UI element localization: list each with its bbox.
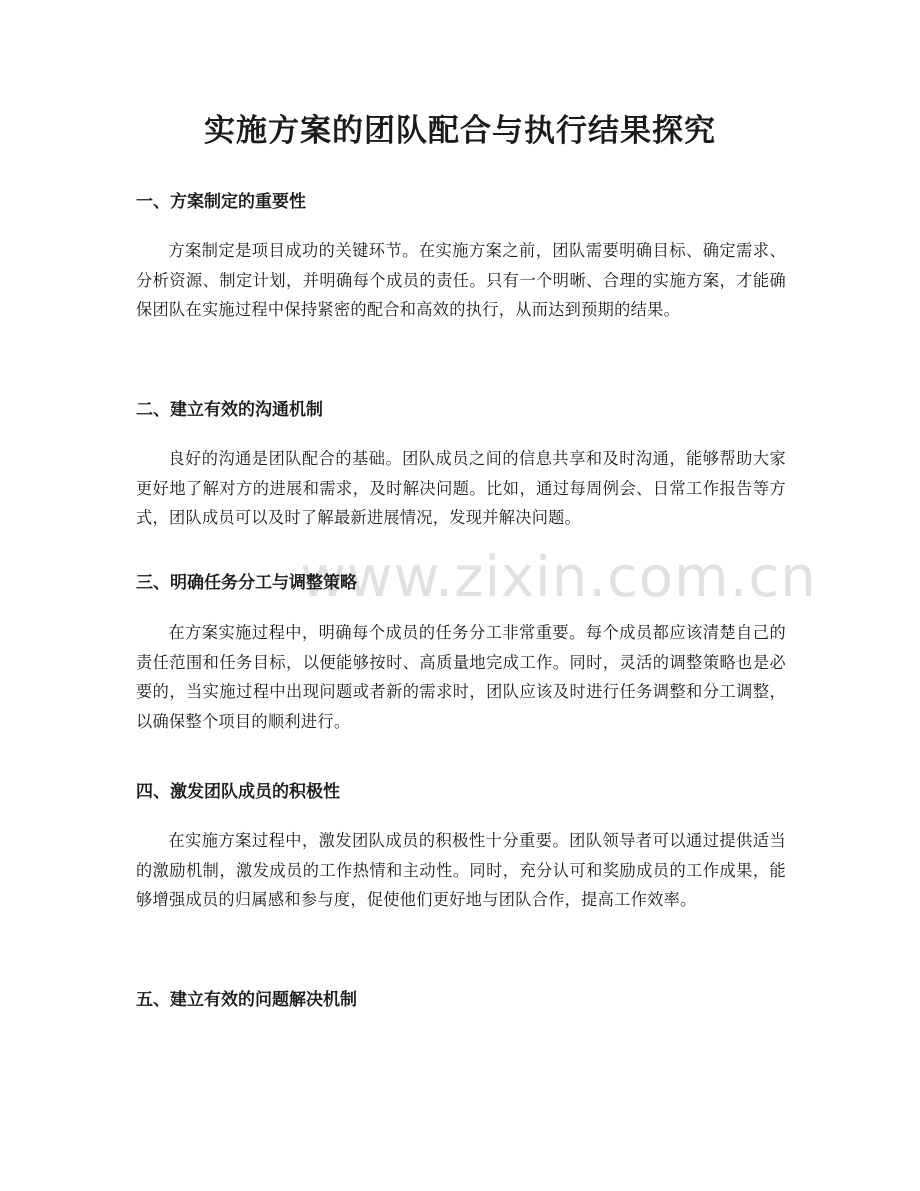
section-heading-2: 二、建立有效的沟通机制 bbox=[136, 400, 323, 420]
section-heading-5: 五、建立有效的问题解决机制 bbox=[136, 990, 357, 1010]
document-title: 实施方案的团队配合与执行结果探究 bbox=[204, 113, 716, 149]
section-paragraph-4: 在实施方案过程中，激发团队成员的积极性十分重要。团队领导者可以通过提供适当的激励机制，激发成员的工作热情和主动性。同时，充分认可和奖励成员的工作成果，能够增强成员的归属感和参与度，促使他们更好地与团队合作，提高工作效率。 bbox=[136, 831, 786, 909]
section-paragraph-3: 在方案实施过程中，明确每个成员的任务分工非常重要。每个成员都应该清楚自己的责任范围和任务目标，以便能够按时、高质量地完成工作。同时，灵活的调整策略也是必要的，当实施过程中出现问题或者新的需求时，团队应该及时进行任务调整和分工调整，以确保整个项目的顺利进行。 bbox=[136, 623, 786, 731]
section-heading-4: 四、激发团队成员的积极性 bbox=[136, 782, 340, 802]
section-paragraph-2: 良好的沟通是团队配合的基础。团队成员之间的信息共享和及时沟通，能够帮助大家更好地了解对方的进展和需求，及时解决问题。比如，通过每周例会、日常工作报告等方式，团队成员可以及时了解最新进展情况，发现并解决问题。 bbox=[136, 449, 786, 527]
section-heading-3: 三、明确任务分工与调整策略 bbox=[136, 573, 357, 593]
section-paragraph-1: 方案制定是项目成功的关键环节。在实施方案之前，团队需要明确目标、确定需求、分析资源、制定计划，并明确每个成员的责任。只有一个明晰、合理的实施方案，才能确保团队在实施过程中保持紧密的配合和高效的执行，从而达到预期的结果。 bbox=[136, 241, 786, 319]
section-heading-1: 一、方案制定的重要性 bbox=[136, 192, 306, 212]
watermark: www.zixin.com.cn bbox=[300, 545, 817, 610]
